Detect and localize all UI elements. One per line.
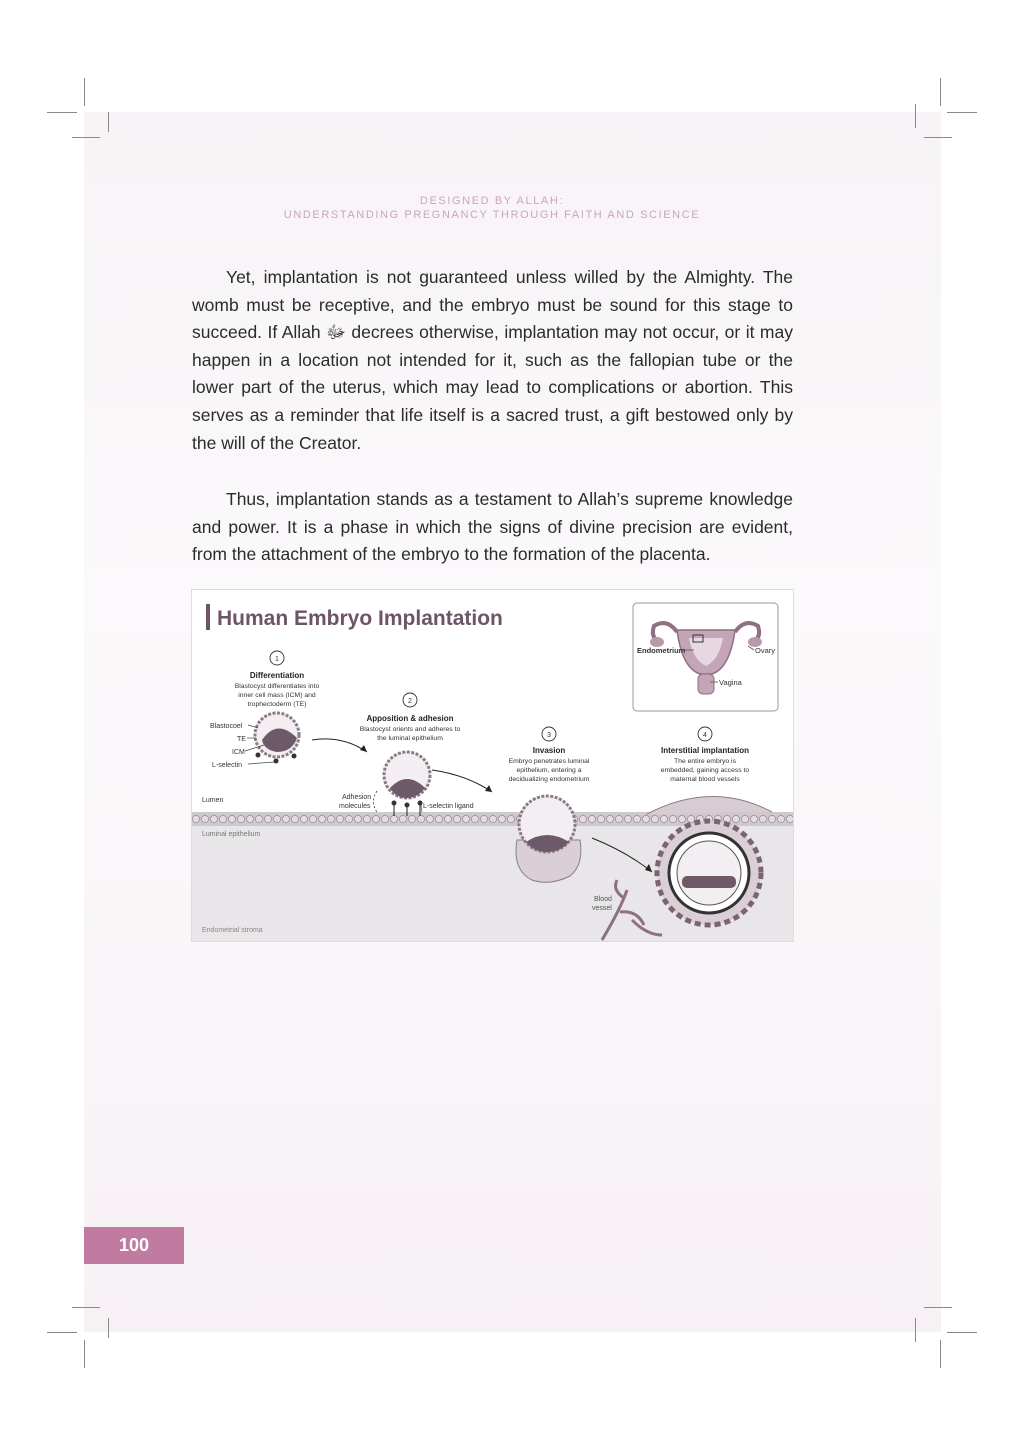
epithelial-cell xyxy=(777,815,784,822)
step-4-desc-line: The entire embryo is xyxy=(674,758,736,765)
step-4-number: 4 xyxy=(703,732,707,739)
crop-mark xyxy=(915,104,916,128)
crop-mark xyxy=(940,78,941,106)
label-luminal-epithelium: Luminal epithelium xyxy=(202,831,261,838)
label-l-selectin: L-selectin xyxy=(212,762,242,769)
epithelial-cell xyxy=(264,815,271,822)
running-header-line-1: DESIGNED BY ALLAH: xyxy=(419,195,565,207)
epithelial-cell xyxy=(759,815,766,822)
epithelial-cell xyxy=(435,815,442,822)
epithelial-cell xyxy=(363,815,370,822)
crop-mark xyxy=(947,1332,977,1333)
label-adhesion-1: Adhesion xyxy=(342,794,372,801)
crop-mark xyxy=(47,112,77,113)
epithelial-cell xyxy=(579,815,586,822)
crop-mark xyxy=(940,1340,941,1368)
step-1-title: Differentiation xyxy=(249,671,305,680)
epithelial-cell xyxy=(309,815,316,822)
epithelium-bump xyxy=(647,796,772,814)
epithelial-cell xyxy=(282,815,289,822)
embryo-stage-4 xyxy=(657,821,761,925)
epithelial-cell xyxy=(480,815,487,822)
label-blood: Blood xyxy=(594,896,612,903)
label-icm: ICM xyxy=(232,749,245,756)
inset-label-vagina: Vagina xyxy=(719,678,742,687)
step-4-title: Interstitial implantation xyxy=(660,746,750,755)
epithelial-cell xyxy=(381,815,388,822)
epithelial-cell xyxy=(237,815,244,822)
step-1-desc-line: trophectoderm (TE) xyxy=(247,701,307,708)
epithelial-cell xyxy=(417,815,424,822)
epithelial-cell xyxy=(615,815,622,822)
epithelial-cell xyxy=(300,815,307,822)
step-4-desc-line: embedded, gaining access to xyxy=(660,767,750,774)
leader-line xyxy=(421,805,422,812)
epithelial-cell xyxy=(732,815,739,822)
epithelial-cell xyxy=(642,815,649,822)
epithelial-cell xyxy=(633,815,640,822)
step-3-desc-line: epithelium, entering a xyxy=(516,767,582,774)
epithelial-cell xyxy=(606,815,613,822)
crop-mark xyxy=(84,78,85,106)
epithelial-cell xyxy=(453,815,460,822)
arrow-2-to-3 xyxy=(432,770,492,792)
epithelial-cell xyxy=(291,815,298,822)
adhesion-bracket xyxy=(374,791,378,812)
epithelial-cell xyxy=(219,815,226,822)
epithelial-cell xyxy=(336,815,343,822)
step-3-desc-line: Embryo penetrates luminal xyxy=(508,758,590,765)
label-blastocoel: Blastocoel xyxy=(210,723,243,730)
figure-title: Human Embryo Implantation xyxy=(217,607,503,630)
epithelial-cell xyxy=(660,815,667,822)
crop-mark xyxy=(72,1307,100,1308)
epithelial-cell xyxy=(201,815,208,822)
epithelial-cell xyxy=(597,815,604,822)
title-bar xyxy=(206,604,210,630)
epithelial-cell xyxy=(687,815,694,822)
epithelial-cell xyxy=(273,815,280,822)
epithelial-cell xyxy=(786,815,793,822)
epithelial-cell xyxy=(399,815,406,822)
label-l-selectin-ligand: L-selectin ligand xyxy=(423,803,474,810)
step-3-number: 3 xyxy=(547,732,551,739)
crop-mark xyxy=(108,112,109,132)
embryo-stage-3 xyxy=(516,796,581,882)
epithelial-cell xyxy=(246,815,253,822)
crop-mark xyxy=(947,112,977,113)
step-2-desc-line: the luminal epithelium xyxy=(377,735,443,742)
epithelial-cell xyxy=(723,815,730,822)
epithelial-cell xyxy=(651,815,658,822)
blastocyst-stage-2 xyxy=(384,752,430,808)
inset-label-endometrium: Endometrium xyxy=(637,646,686,655)
epithelial-cell xyxy=(210,815,217,822)
epithelial-cell xyxy=(354,815,361,822)
step-1-desc-line: Blastocyst differentiates into xyxy=(234,683,320,690)
figure-illustration xyxy=(192,590,793,941)
epithelial-cell xyxy=(345,815,352,822)
epithelial-cell xyxy=(228,815,235,822)
inset-label-ovary: Ovary xyxy=(755,646,776,655)
epithelial-cell xyxy=(426,815,433,822)
blastocyst-stage-1 xyxy=(255,713,299,764)
epithelial-cell xyxy=(390,815,397,822)
crop-mark xyxy=(72,137,100,138)
epithelial-cell xyxy=(192,815,199,822)
epithelial-cell xyxy=(624,815,631,822)
label-lumen: Lumen xyxy=(202,797,224,804)
epithelial-cell xyxy=(471,815,478,822)
running-header-line-2: UNDERSTANDING PREGNANCY THROUGH FAITH AND SCIENCE xyxy=(283,209,701,221)
step-2-title: Apposition & adhesion xyxy=(366,714,454,723)
epithelial-cell xyxy=(669,815,676,822)
step-3-title: Invasion xyxy=(532,746,566,755)
arrow-1-to-2 xyxy=(312,739,367,752)
step-3-desc-line: decidualizing endometrium xyxy=(508,776,590,783)
embryo-implantation-figure xyxy=(191,589,794,942)
epithelial-cell xyxy=(750,815,757,822)
crop-mark xyxy=(924,137,952,138)
step-1-number: 1 xyxy=(275,656,279,663)
epithelial-cell xyxy=(327,815,334,822)
epithelial-cell xyxy=(408,815,415,822)
epithelial-cell xyxy=(741,815,748,822)
epithelial-cell xyxy=(498,815,505,822)
epithelial-cell xyxy=(507,815,514,822)
label-vessel: vessel xyxy=(592,905,612,912)
body-paragraph-1: Yet, implantation is not guaranteed unless willed by the Almighty. The womb must be receptive, and the embryo must be sound for this stage to succeed. If Allah ﷻ decrees otherwise, implantation may not occur, or it may happen in a location not intended for it, such as the fallopian tube or the lower part of the uterus, which may lead to complications or abortion. This serves as a reminder that life itself is a sacred trust, a gift bestowed only by the will of the Creator. xyxy=(192,267,793,453)
step-1-desc-line: inner cell mass (ICM) and xyxy=(238,692,316,699)
body-paragraph-2: Thus, implantation stands as a testament to Allah’s supreme knowledge and power. It is a phase in which the signs of divine precision are evident, from the attachment of the embryo to the formation of the placenta. xyxy=(192,489,793,565)
step-4-desc-line: maternal blood vessels xyxy=(670,776,740,783)
label-adhesion-2: molecules xyxy=(339,803,371,810)
label-te: TE xyxy=(237,736,246,743)
epithelial-cell xyxy=(678,815,685,822)
crop-mark xyxy=(84,1340,85,1368)
step-2-desc-line: Blastocyst orients and adheres to xyxy=(359,726,461,733)
label-endometrial-stroma: Endometrial stroma xyxy=(202,927,263,934)
epithelial-cell xyxy=(444,815,451,822)
crop-mark xyxy=(108,1318,109,1338)
crop-mark xyxy=(915,1318,916,1342)
epithelial-cell xyxy=(255,815,262,822)
epithelial-cell xyxy=(372,815,379,822)
crop-mark xyxy=(924,1307,952,1308)
epithelial-cell xyxy=(489,815,496,822)
leader-line xyxy=(248,762,274,764)
step-2-number: 2 xyxy=(408,698,412,705)
epithelial-cell xyxy=(588,815,595,822)
epithelial-cell xyxy=(462,815,469,822)
page-number: 100 xyxy=(84,1227,184,1264)
epithelial-cell xyxy=(318,815,325,822)
crop-mark xyxy=(47,1332,77,1333)
epithelial-cell xyxy=(768,815,775,822)
